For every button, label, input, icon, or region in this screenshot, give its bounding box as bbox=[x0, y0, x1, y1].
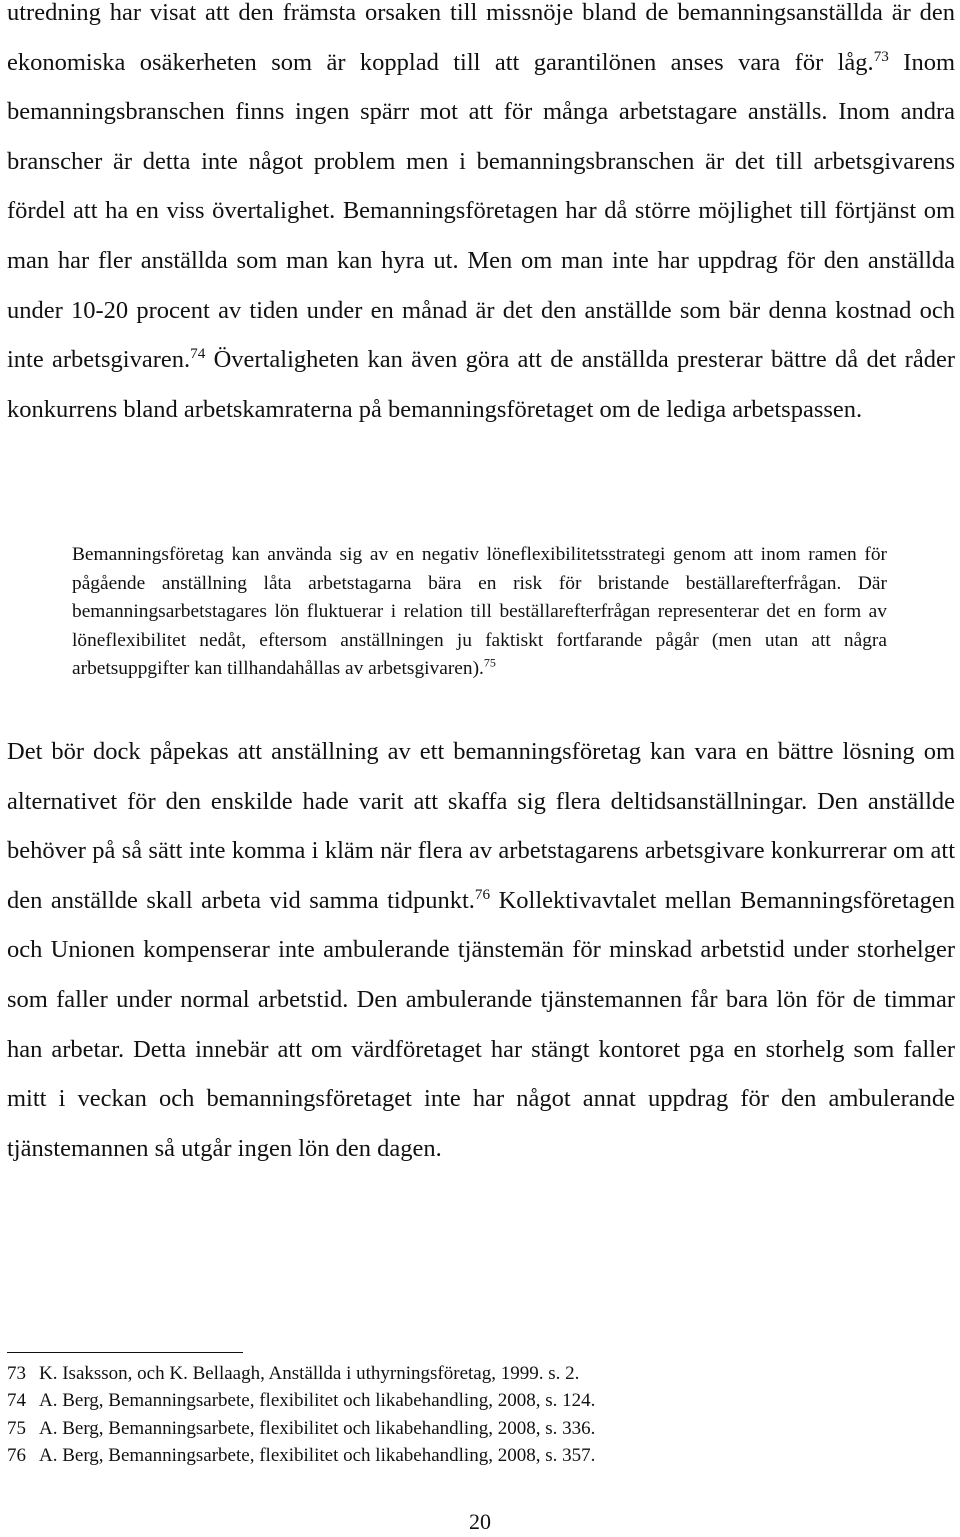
quote-text: Bemanningsföretag kan använda sig av en negativ löneflexibilitetsstrategi genom att inom ramen för pågående anställning låta arbetstagarna bära en risk för bristande beställarefterfrågan. Där bemanningsarbetstagares lön fluktuerar i relation till beställarefterfrågan representerar det en form av löneflexibilitet nedåt, eftersom anställningen ju faktiskt fortfarande pågår (men utan att några arbetsuppgifter kan tillhandahållas av arbetsgivaren). bbox=[72, 544, 887, 680]
footnote-ref-75[interactable]: 75 bbox=[483, 655, 496, 670]
paragraph-text: Övertaligheten kan även göra att de anställda presterar bättre då det råder konkurrens bland arbetskamraterna på bemanningsföretaget om de lediga arbetspassen. bbox=[7, 346, 956, 423]
footnote-text: A. Berg, Bemanningsarbete, flexibilitet och likabehandling, 2008, s. 336. bbox=[39, 1417, 596, 1439]
paragraph-text: Det bör dock påpekas att anställning av ett bemanningsföretag kan vara en bättre lösning om alternativet för den enskilde hade varit att skaffa sig flera deltidsanställningar. Den anställde behöver på så sätt inte komma i kläm när flera av arbetstagarens arbetsgivare konkurrerar om att den anställde skall arbeta vid samma tidpunkt. bbox=[7, 738, 955, 914]
footnote-ref-73[interactable]: 73 bbox=[873, 47, 889, 65]
footnote-text: A. Berg, Bemanningsarbete, flexibilitet och likabehandling, 2008, s. 124. bbox=[39, 1390, 596, 1412]
body-paragraph-2 bbox=[7, 727, 955, 1173]
footnote-list bbox=[7, 1360, 907, 1469]
footnote-separator bbox=[7, 1352, 243, 1353]
paragraph-text: Kollektivavtalet mellan Bemanningsföretagen och Unionen kompenserar inte ambulerande tjänstemän för minskad arbetstid under storhelger som faller under normal arbetstid. Den ambulerande tjänstemannen får bara lön för de timmar han arbetar. Detta innebär att om värdföretaget har stängt kontoret pga en storhelg som faller mitt i veckan och bemanningsföretaget inte har något annat uppdrag för den ambulerande tjänstemannen så utgår ingen lön den dagen. bbox=[7, 886, 956, 1162]
footnote-item bbox=[7, 1415, 907, 1442]
block-quote bbox=[72, 541, 887, 684]
footnote-item bbox=[7, 1360, 907, 1387]
footnote-number: 74 bbox=[7, 1390, 26, 1412]
footnote-number: 75 bbox=[7, 1417, 26, 1439]
footnote-ref-76[interactable]: 76 bbox=[474, 885, 491, 903]
footnote-text: A. Berg, Bemanningsarbete, flexibilitet och likabehandling, 2008, s. 357. bbox=[39, 1444, 596, 1466]
footnote-number: 76 bbox=[7, 1444, 26, 1466]
footnote-item bbox=[7, 1442, 907, 1469]
page-number: 20 bbox=[469, 1509, 491, 1534]
footnote-number: 73 bbox=[7, 1363, 26, 1384]
footnote-item bbox=[7, 1387, 907, 1414]
paragraph-text: Inom bemanningsbranschen finns ingen spärr mot att för många arbetstagare anställs. Inom andra branscher är detta inte något problem men i bemanningsbranschen är det till arbetsgivarens fördel att ha en viss övertalighet. Bemanningsföretagen har då större möjlighet till förtjänst om man har fler anställda som man kan hyra ut. Men om man inte har uppdrag för den anställda under 10-20 procent av tiden under en månad är det den anställde som bär denna kostnad och inte arbetsgivaren. bbox=[7, 48, 955, 374]
body-paragraph-1 bbox=[7, 0, 955, 434]
paragraph-text: utredning har visat att den främsta orsaken till missnöje bland de bemanningsanställda är den ekonomiska osäkerheten som är kopplad till att garantilönen anses vara för låg. bbox=[7, 0, 955, 76]
footnote-text: K. Isaksson, och K. Bellaagh, Anställda i uthyrningsföretag, 1999. s. 2. bbox=[39, 1363, 580, 1384]
footnote-ref-74[interactable]: 74 bbox=[190, 345, 206, 362]
